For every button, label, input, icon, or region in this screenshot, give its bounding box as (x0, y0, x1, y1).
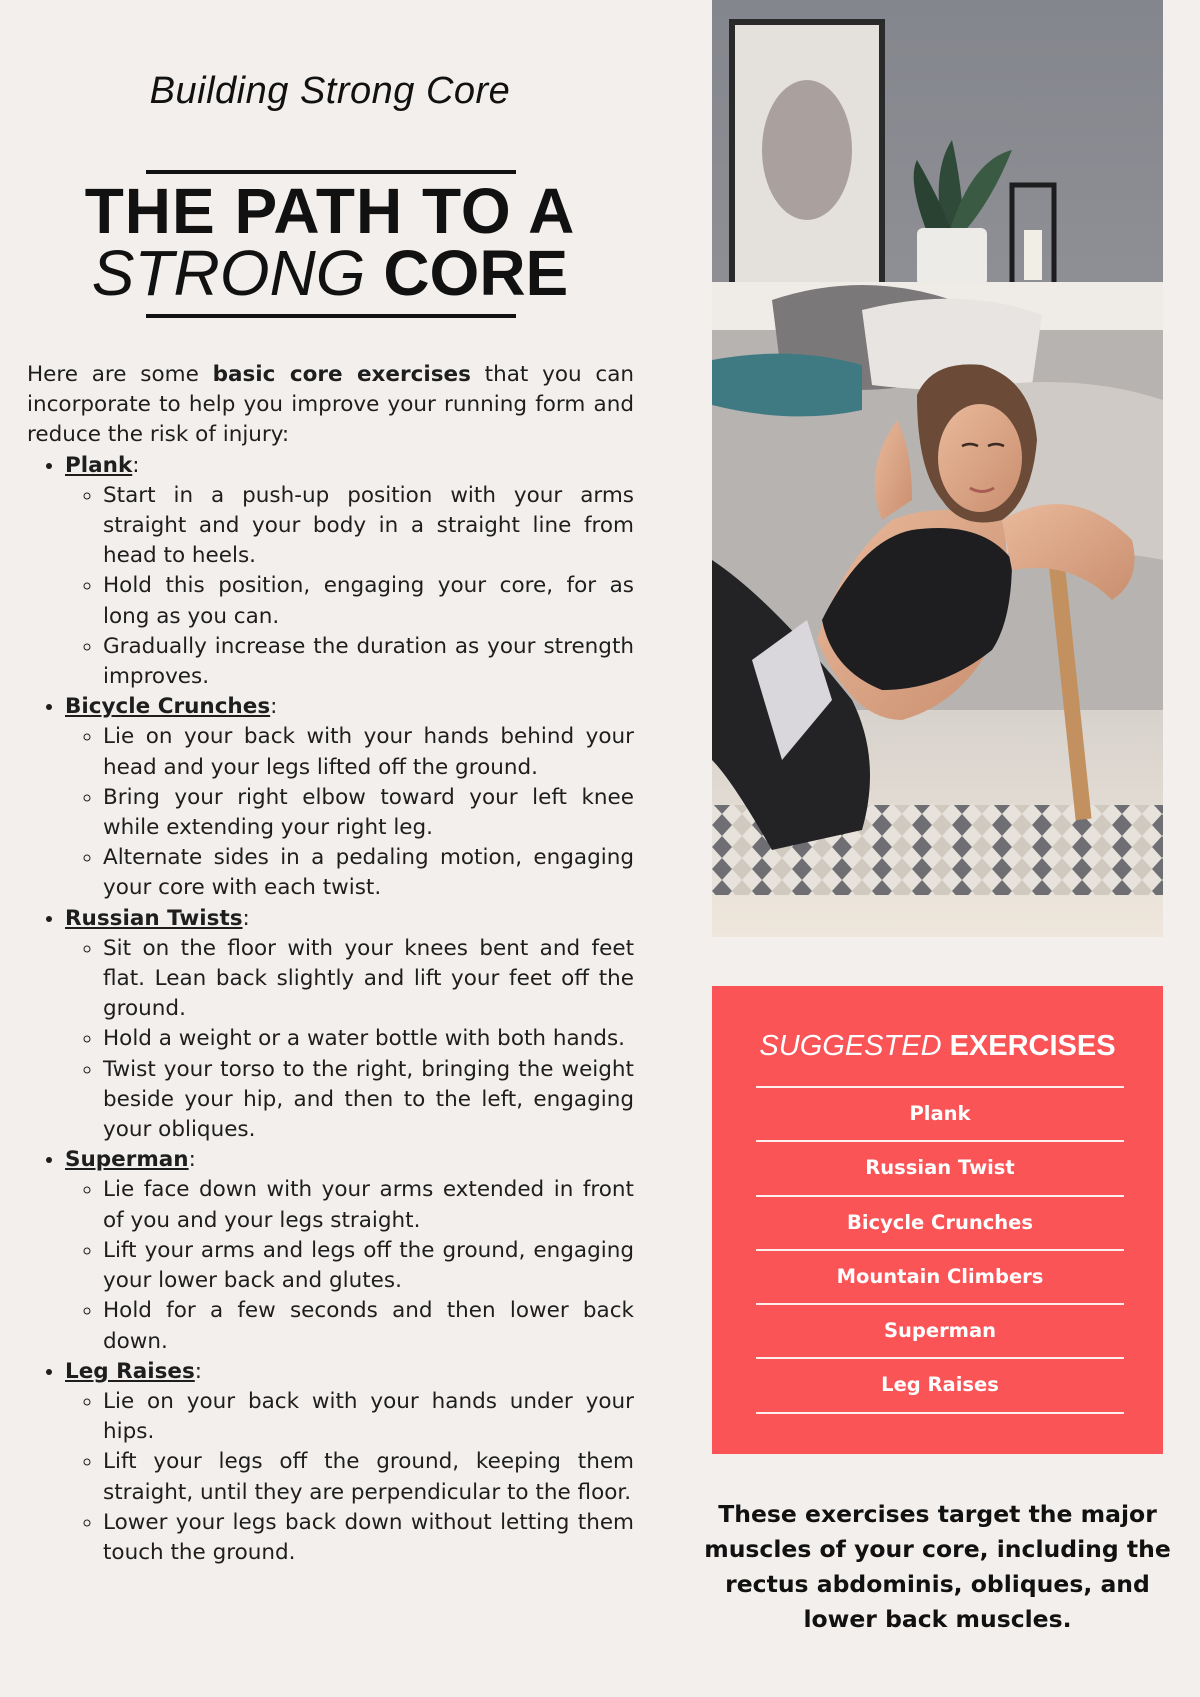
exercise-step: ◦ Lie face down with your arms extended in front of you and your legs straight. (103, 1175, 634, 1235)
title-line-1: THE PATH TO A (84, 175, 576, 247)
suggested-title-italic: SUGGESTED (759, 1030, 942, 1062)
exercise-item-russian-twists: • Russian Twists: ◦ Sit on the floor with your knees bent and feet flat. Lean back slightly and lift your feet off the ground. ◦ Hold a weight or a water bottle with both hands. ◦ Twist your torso to the right, bringing the weight beside your hip, and then to the left, engaging your obliques. (65, 904, 634, 1146)
intro-after: that you can incorporate to help you improve your running form and reduce the risk of injury: (27, 362, 634, 448)
exercise-step: ◦ Lie on your back with your hands behind your head and your legs lifted off the ground. (103, 722, 634, 782)
intro-paragraph (27, 360, 634, 451)
exercise-step: ◦ Lie on your back with your hands under your hips. (103, 1387, 634, 1447)
exercise-name: Russian Twists (65, 905, 243, 931)
exercise-name: Plank (65, 452, 133, 478)
divider (756, 1412, 1124, 1414)
suggested-title-bold: EXERCISES (949, 1030, 1116, 1062)
exercise-item-leg-raises: • Leg Raises: ◦ Lie on your back with your hands under your hips. ◦ Lift your legs off the ground, keeping them straight, until they are perpendicular to the floor. ◦ Lower your legs back down without letting them touch the ground. (65, 1357, 634, 1568)
footer-note: These exercises target the major muscles of your core, including the rectus abdominis, obliques, and lower back muscles. (704, 1500, 1171, 1633)
exercise-steps (65, 934, 634, 1145)
divider (756, 1195, 1124, 1197)
plant-pot (917, 228, 987, 286)
suggested-item: Bicycle Crunches (846, 1210, 1034, 1234)
exercise-item-superman: • Superman: ◦ Lie face down with your arms extended in front of you and your legs straight. ◦ Lift your arms and legs off the ground, engaging your lower back and glutes. ◦ Hold for a few seconds and then lower back down. (65, 1145, 634, 1356)
exercise-item-bicycle-crunches: • Bicycle Crunches: ◦ Lie on your back with your hands behind your head and your legs lifted off the ground. ◦ Bring your right elbow toward your left knee while extending your right leg. ◦ Alternate sides in a pedaling motion, engaging your core with each twist. (65, 692, 634, 903)
intro-emphasis: basic core exercises (212, 362, 471, 387)
exercise-name: Bicycle Crunches (65, 694, 271, 720)
suggested-item: Mountain Climbers (836, 1264, 1044, 1288)
exercise-step: ◦ Twist your torso to the right, bringing the weight beside your hip, and then to the left, engaging your obliques. (103, 1055, 634, 1146)
exercise-item-plank: • Plank: ◦ Start in a push-up position with your arms straight and your body in a straight line from head to heels. ◦ Hold this position, engaging your core, for as long as you can. ◦ Gradually increase the duration as your strength improves. (65, 451, 634, 693)
divider (756, 1249, 1124, 1251)
exercise-list (27, 451, 634, 1569)
frame-artwork (762, 80, 852, 220)
title-bold-word: CORE (383, 237, 569, 309)
photo-illustration (712, 0, 1163, 937)
suggested-item: Leg Raises (881, 1373, 999, 1397)
divider (756, 1086, 1124, 1088)
divider (756, 1357, 1124, 1359)
title-bottom-rule (146, 314, 516, 318)
exercise-step: ◦ Gradually increase the duration as your strength improves. (103, 632, 634, 692)
subtitle: Building Strong Core (149, 70, 511, 112)
exercise-step: ◦ Lift your legs off the ground, keeping them straight, until they are perpendicular to the floor. (103, 1447, 634, 1507)
suggested-list (756, 1086, 1124, 1414)
title-top-rule (146, 170, 516, 174)
woman-face (938, 404, 1022, 512)
suggested-item: Plank (909, 1102, 971, 1125)
exercise-step: ◦ Hold this position, engaging your core, for as long as you can. (103, 571, 634, 631)
exercise-step: ◦ Bring your right elbow toward your left knee while extending your right leg. (103, 783, 634, 843)
title-italic-word: STRONG (91, 237, 366, 309)
exercise-step: ◦ Sit on the floor with your knees bent and feet flat. Lean back slightly and lift your feet off the ground. (103, 934, 634, 1025)
title-line-2 (40, 237, 620, 309)
lantern-candle (1024, 230, 1042, 280)
suggested-item: Superman (883, 1319, 997, 1343)
exercise-name: Leg Raises (65, 1358, 195, 1384)
suggested-item: Russian Twist (865, 1156, 1015, 1180)
suggested-exercises-panel (712, 986, 1163, 1454)
divider (756, 1303, 1124, 1305)
exercise-steps (65, 722, 634, 903)
exercise-steps (65, 1387, 634, 1568)
sofa-pillow (712, 354, 862, 417)
exercise-name: Superman (65, 1147, 189, 1173)
exercise-steps (65, 1175, 634, 1356)
exercise-steps (65, 481, 634, 692)
exercise-step: ◦ Start in a push-up position with your arms straight and your body in a straight line from head to heels. (103, 481, 634, 572)
page-title (40, 175, 620, 309)
divider (756, 1140, 1124, 1142)
exercise-step: ◦ Hold a weight or a water bottle with both hands. (103, 1024, 634, 1054)
exercise-step: ◦ Lift your arms and legs off the ground, engaging your lower back and glutes. (103, 1236, 634, 1296)
exercise-step: ◦ Lower your legs back down without letting them touch the ground. (103, 1508, 634, 1568)
intro-before: Here are some (27, 362, 213, 387)
suggested-title (712, 1030, 1163, 1063)
exercise-guide (27, 360, 634, 1568)
exercise-step: ◦ Hold for a few seconds and then lower back down. (103, 1296, 634, 1356)
exercise-step: ◦ Alternate sides in a pedaling motion, engaging your core with each twist. (103, 843, 634, 903)
woman-crunch-photo (712, 0, 1163, 937)
